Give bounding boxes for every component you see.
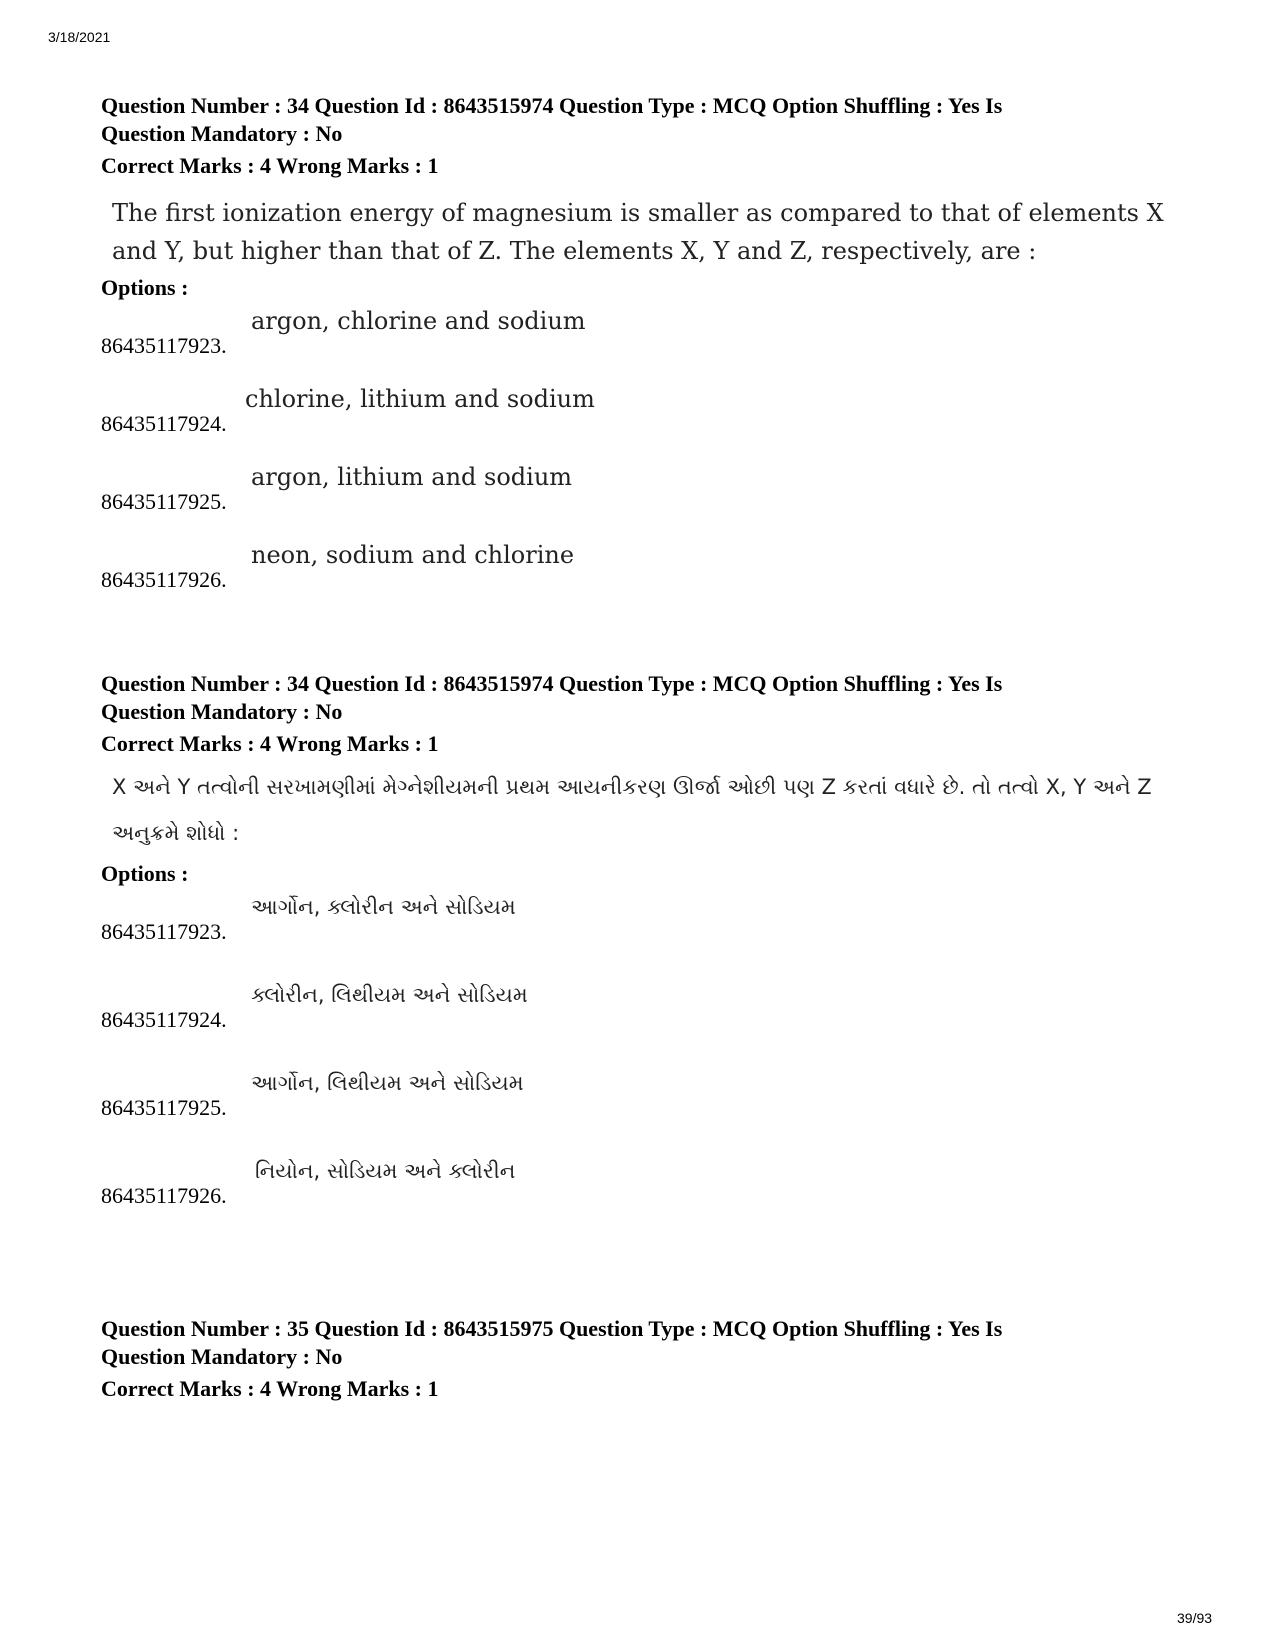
option-item[interactable]: [101, 1064, 1201, 1152]
option-item[interactable]: [101, 888, 1201, 976]
question-meta-line1: Question Number : 35 Question Id : 8643515975 Question Type : MCQ Option Shuffling : Yes Is: [101, 1316, 1003, 1341]
option-id: 86435117925.: [101, 489, 227, 514]
options-list: [101, 302, 1201, 614]
question-meta-line2: Question Mandatory : No: [101, 121, 343, 146]
option-id: 86435117925.: [101, 1095, 227, 1120]
option-id: 86435117926.: [101, 567, 227, 592]
question-marks: Correct Marks : 4 Wrong Marks : 1: [101, 153, 439, 178]
option-text: નિયોન, સોડિયમ અને ક્લોરીન: [255, 1159, 516, 1183]
question-meta-line1: Question Number : 34 Question Id : 8643515974 Question Type : MCQ Option Shuffling : Yes Is: [101, 671, 1003, 696]
option-text: આર્ગોન, ક્લોરીન અને સોડિયમ: [251, 895, 516, 919]
option-text: ક્લોરીન, લિથીયમ અને સોડિયમ: [251, 983, 528, 1007]
question-block-gujarati: [101, 670, 1201, 1240]
page-number: 39/93: [1177, 1610, 1213, 1626]
question-meta-line1: Question Number : 34 Question Id : 8643515974 Question Type : MCQ Option Shuffling : Yes Is: [101, 93, 1003, 118]
option-item[interactable]: [101, 536, 1201, 614]
option-id: 86435117926.: [101, 1183, 227, 1208]
option-item[interactable]: [101, 458, 1201, 536]
option-id: 86435117924.: [101, 1007, 227, 1032]
question-marks: Correct Marks : 4 Wrong Marks : 1: [101, 1376, 439, 1401]
question-meta-line2: Question Mandatory : No: [101, 1344, 343, 1369]
option-item[interactable]: [101, 380, 1201, 458]
option-id: 86435117923.: [101, 919, 227, 944]
option-text: argon, chlorine and sodium: [251, 307, 586, 335]
question-block-english: [101, 92, 1201, 614]
option-item[interactable]: [101, 302, 1201, 380]
options-label: Options :: [101, 275, 189, 300]
option-text: argon, lithium and sodium: [251, 463, 573, 491]
option-text: આર્ગોન, લિથીયમ અને સોડિયમ: [251, 1071, 524, 1095]
option-id: 86435117924.: [101, 411, 227, 436]
options-label: Options :: [101, 861, 189, 886]
question-text: The first ionization energy of magnesium is smaller as compared to that of elements X and Y, but higher than that of Z. The elements X, Y and Z, respectively, are :: [112, 199, 1164, 265]
question-text: X અને Y તત્વોની સરખામણીમાં મેગ્નેશીયમની પ્રથમ આયનીકરણ ઊર્જા ઓછી પણ Z કરતાં વધારે છે. તો તત્વો X, Y અને Z અનુક્રમે શોધો :: [112, 775, 1152, 845]
question-marks: Correct Marks : 4 Wrong Marks : 1: [101, 731, 439, 756]
option-text: neon, sodium and chlorine: [251, 541, 575, 569]
option-item[interactable]: [101, 1152, 1201, 1240]
option-id: 86435117923.: [101, 333, 227, 358]
question-block-next: [101, 1315, 1201, 1403]
options-list: [101, 888, 1201, 1240]
option-item[interactable]: [101, 976, 1201, 1064]
question-meta-line2: Question Mandatory : No: [101, 699, 343, 724]
option-text: chlorine, lithium and sodium: [245, 385, 595, 413]
print-date: 3/18/2021: [48, 29, 111, 45]
